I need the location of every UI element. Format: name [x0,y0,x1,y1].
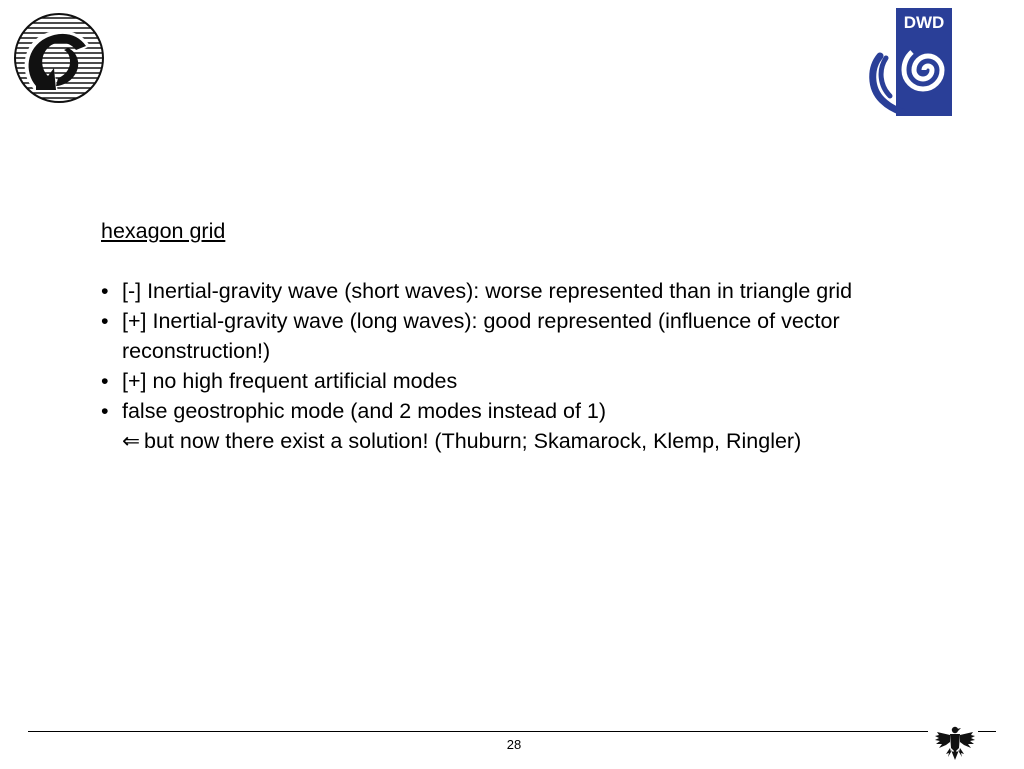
slide-content [101,216,971,456]
bullet-text: [+] Inertial-gravity wave (long waves): good represented (influence of vector reconstruction!) [122,309,840,363]
federal-eagle-icon [933,724,977,764]
federal-eagle-emblem [933,724,977,764]
bullet-item [101,366,971,396]
bullet-list [101,276,971,456]
bullet-item [101,306,971,366]
bullet-item [101,396,971,456]
slide-heading: hexagon grid [101,219,226,243]
page-number: 28 [506,737,522,752]
dwd-logo-text: DWD [903,13,945,32]
left-logo [12,12,106,104]
bullet-marker: • [101,309,109,333]
bullet-marker: • [101,399,109,423]
bullet-text: false geostrophic mode (and 2 modes instead of 1) [122,399,607,423]
bullet-text: [+] no high frequent artificial modes [122,369,458,393]
bullet-sub-text: but now there exist a solution! (Thuburn; Skamarock, Klemp, Ringler) [144,429,802,453]
dwd-logo [866,8,956,116]
dwd-logo-icon [866,8,956,116]
left-arrow-icon: ⇐ [122,429,141,453]
bullet-sub-line [122,426,971,456]
bullet-text: [-] Inertial-gravity wave (short waves): worse represented than in triangle grid [122,279,853,303]
footer-divider-right [978,731,996,732]
stylized-circle-logo-icon [12,12,106,104]
bullet-marker: • [101,369,109,393]
bullet-marker: • [101,279,109,303]
footer-divider [28,731,928,732]
bullet-item [101,276,971,306]
